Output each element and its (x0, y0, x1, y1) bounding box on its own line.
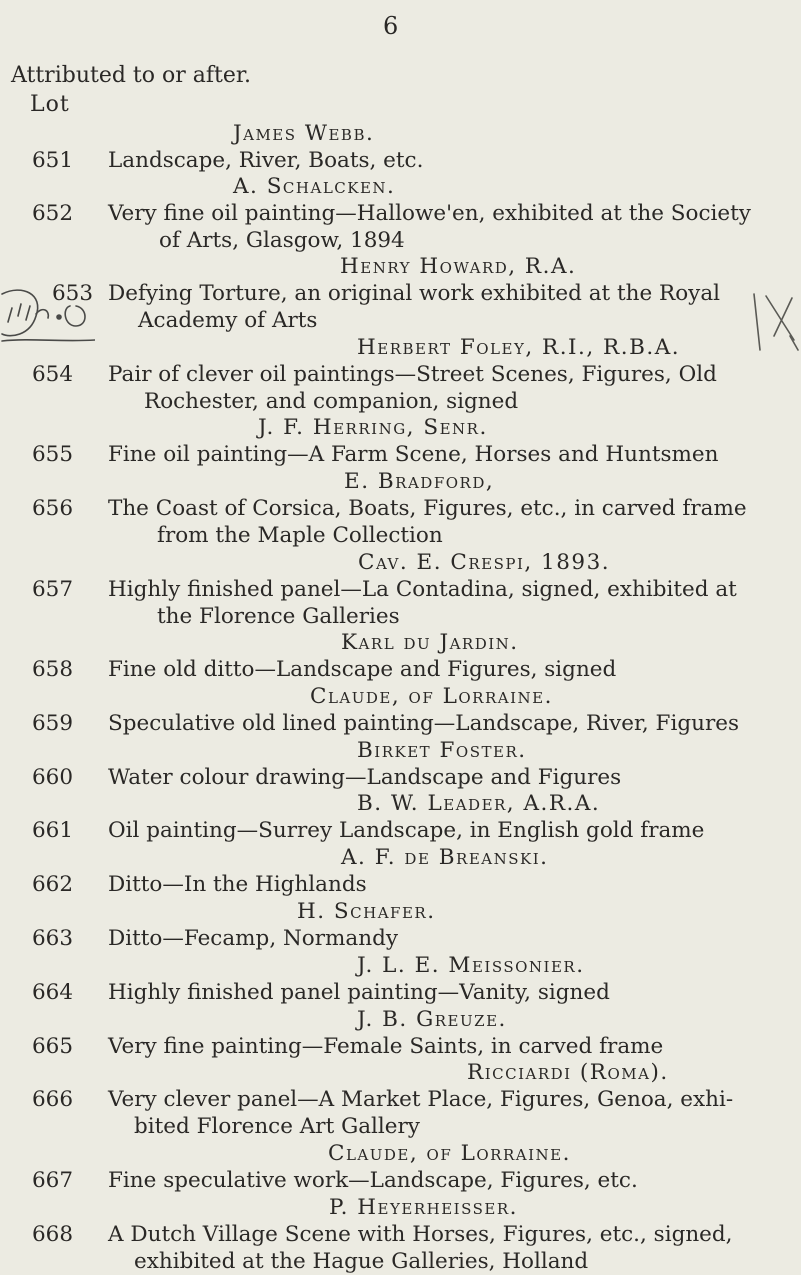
lot-description-line: Very fine oil painting—Hallowe'en, exhibited at the Society (108, 201, 751, 226)
lot-artist: J. L. E. Meissonier. (357, 953, 585, 978)
lot-number: 664 (32, 980, 74, 1005)
lot-artist: James Webb. (233, 121, 375, 146)
lot-number: 654 (32, 362, 74, 387)
lot-description-line: Oil painting—Surrey Landscape, in English gold frame (108, 818, 705, 843)
lot-number: 663 (32, 926, 74, 951)
lot-artist: A. F. de Breanski. (341, 845, 549, 870)
lot-heading: Lot (30, 92, 70, 117)
lot-description-line: the Florence Galleries (157, 604, 400, 629)
lot-number: 662 (32, 872, 74, 897)
lot-number: 658 (32, 657, 74, 682)
lot-description-line: A Dutch Village Scene with Horses, Figures, etc., signed, (108, 1222, 733, 1247)
lot-artist: Herbert Foley, R.I., R.B.A. (357, 335, 681, 360)
lot-description-line: of Arts, Glasgow, 1894 (159, 228, 405, 253)
lot-artist: Claude, of Lorraine. (310, 684, 553, 709)
lot-description-line: Pair of clever oil paintings—Street Scenes, Figures, Old (108, 362, 717, 387)
lot-description-line: Rochester, and companion, signed (144, 389, 519, 414)
lot-artist: A. Schalcken. (233, 174, 396, 199)
lot-description-line: Speculative old lined painting—Landscape, River, Figures (108, 711, 739, 736)
lot-artist: J. B. Greuze. (357, 1007, 507, 1032)
lot-description-line: Landscape, River, Boats, etc. (108, 148, 424, 173)
pencil-annotation-right (748, 290, 800, 354)
lot-artist: B. W. Leader, A.R.A. (357, 791, 601, 816)
lot-description-line: Defying Torture, an original work exhibited at the Royal (108, 281, 721, 306)
lot-artist: P. Heyerheisser. (329, 1195, 518, 1220)
lot-artist: Karl du Jardin. (341, 630, 519, 655)
lot-artist: Cav. E. Crespi, 1893. (358, 550, 611, 575)
lot-artist: E. Bradford, (344, 469, 495, 494)
lot-artist: Birket Foster. (357, 738, 527, 763)
lot-number: 651 (32, 148, 74, 173)
lot-number: 668 (32, 1222, 74, 1247)
lot-artist: Henry Howard, R.A. (340, 254, 577, 279)
lot-description-line: Fine oil painting—A Farm Scene, Horses and Huntsmen (108, 442, 719, 467)
lot-number: 665 (32, 1034, 74, 1059)
attributed-heading: Attributed to or after. (11, 63, 251, 88)
lot-number: 657 (32, 577, 74, 602)
lot-number: 656 (32, 496, 74, 521)
lot-description-line: exhibited at the Hague Galleries, Holland (134, 1249, 589, 1274)
lot-number: 652 (32, 201, 74, 226)
lot-artist: Claude, of Lorraine. (328, 1141, 571, 1166)
lot-number: 660 (32, 765, 74, 790)
lot-description-line: Academy of Arts (138, 308, 318, 333)
lot-number: 655 (32, 442, 74, 467)
lot-description-line: Very clever panel—A Market Place, Figures, Genoa, exhi- (108, 1087, 734, 1112)
lot-description-line: Ditto—Fecamp, Normandy (108, 926, 398, 951)
lot-description-line: The Coast of Corsica, Boats, Figures, etc., in carved frame (108, 496, 747, 521)
lot-description-line: Highly finished panel—La Contadina, signed, exhibited at (108, 577, 737, 602)
lot-artist: H. Schafer. (297, 899, 436, 924)
lot-description-line: Very fine painting—Female Saints, in carved frame (108, 1034, 664, 1059)
lot-description-line: bited Florence Art Gallery (134, 1114, 420, 1139)
lot-description-line: Water colour drawing—Landscape and Figures (108, 765, 622, 790)
lot-number: 661 (32, 818, 74, 843)
lot-number: 659 (32, 711, 74, 736)
lot-number: 653 (52, 281, 94, 306)
lot-number: 667 (32, 1168, 74, 1193)
lot-description-line: Fine old ditto—Landscape and Figures, signed (108, 657, 617, 682)
page-number: 6 (383, 12, 399, 40)
lot-description-line: Highly finished panel painting—Vanity, signed (108, 980, 610, 1005)
lot-number: 666 (32, 1087, 74, 1112)
lot-artist: J. F. Herring, Senr. (258, 415, 488, 440)
lot-description-line: Ditto—In the Highlands (108, 872, 367, 897)
lot-description-line: Fine speculative work—Landscape, Figures, etc. (108, 1168, 638, 1193)
lot-artist: Ricciardi (Roma). (467, 1060, 669, 1085)
lot-description-line: from the Maple Collection (157, 523, 443, 548)
